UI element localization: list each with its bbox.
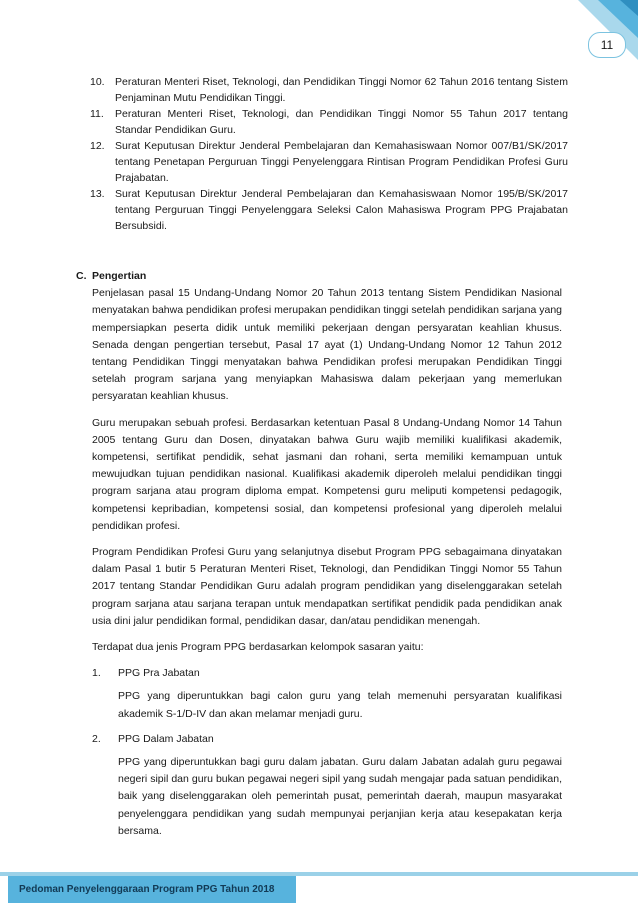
item-number: 2. xyxy=(92,732,101,745)
footer-title: Pedoman Penyelenggaraan Program PPG Tahun 2018 xyxy=(19,884,275,895)
section-body xyxy=(92,285,562,840)
item-number: 10. xyxy=(90,76,105,88)
paragraph: Penjelasan pasal 15 Undang-Undang Nomor 20 Tahun 2013 tentang Sistem Pendidikan Nasional menyatakan bahwa pendidikan profesi merupakan pendidikan tinggi setelah pendidikan sarjana yang mempersiapkan peserta didik untuk memiliki pekerjaan dengan persyaratan keahlian khusus. Senada dengan pengertian tersebut, Pasal 17 ayat (1) Undang-Undang Nomor 12 Tahun 2012 tentang Pendidikan Tinggi menyatakan bahwa Pendidikan profesi merupakan Pendidikan Tinggi setelah program sarjana yang menyiapkan Mahasiswa dalam pekerjaan yang memerlukan persyaratan keahlian khusus. xyxy=(92,287,562,403)
paragraph: Terdapat dua jenis Program PPG berdasarkan kelompok sasaran yaitu: xyxy=(92,641,424,654)
item-number: 1. xyxy=(92,667,101,680)
item-text: Surat Keputusan Direktur Jenderal Pembelajaran dan Kemahasiswaan Nomor 007/B1/SK/2017 tentang Penetapan Perguruan Tinggi Penyelenggara Rintisan Program Pendidikan Profesi Guru Prajabatan. xyxy=(115,140,568,184)
list-item xyxy=(92,731,562,748)
item-number: 13. xyxy=(90,188,105,200)
section-pengertian xyxy=(76,268,562,848)
section-heading xyxy=(76,268,562,285)
section-letter: C. xyxy=(76,270,87,282)
item-title: PPG Dalam Jabatan xyxy=(118,732,214,745)
list-item xyxy=(90,138,568,186)
paragraph: Program Pendidikan Profesi Guru yang selanjutnya disebut Program PPG sebagaimana dinyatakan dalam Pasal 1 butir 5 Peraturan Menteri Riset, Teknologi, dan Pendidikan Tinggi Nomor 55 Tahun 2017 tentang Standar Pendidikan Guru adalah program pendidikan yang diselenggarakan setelah program sarjana atau sarjana terapan untuk mendapatkan sertifikat pendidik pada pendidikan anak usia dini jalur pendidikan formal, pendidikan dasar, dan/atau pendidikan menengah. xyxy=(92,546,562,627)
section-title: Pengertian xyxy=(92,270,147,282)
item-description: PPG yang diperuntukkan bagi calon guru yang telah memenuhi persyaratan kualifikasi akademik S-1/D-IV dan akan melamar menjadi guru. xyxy=(118,690,562,720)
list-item xyxy=(90,186,568,234)
list-item xyxy=(90,74,568,106)
list-item xyxy=(90,106,568,138)
item-text: Peraturan Menteri Riset, Teknologi, dan Pendidikan Tinggi Nomor 62 Tahun 2016 tentang Sistem Penjaminan Mutu Pendidikan Tinggi. xyxy=(115,76,568,104)
list-item xyxy=(92,665,562,682)
item-description: PPG yang diperuntukkan bagi guru dalam jabatan. Guru dalam Jabatan adalah guru pegawai negeri sipil dan guru bukan pegawai negeri sipil yang sudah mengajar pada satuan pendidikan, baik yang diselenggarakan oleh pemerintah pusat, pemerintah daerah, maupun masyarakat penyelenggara pendidikan yang sudah mempunyai perjanjian kerja atau kesepakatan kerja bersama. xyxy=(118,756,562,837)
item-text: Surat Keputusan Direktur Jenderal Pembelajaran dan Kemahasiswaan Nomor 195/B/SK/2017 tentang Perguruan Tinggi Penyelenggara Seleksi Calon Mahasiswa Program PPG Prajabatan Bersubsidi. xyxy=(115,188,568,232)
reference-list xyxy=(90,74,568,234)
paragraph: Guru merupakan sebuah profesi. Berdasarkan ketentuan Pasal 8 Undang-Undang Nomor 14 Tahun 2005 tentang Guru dan Dosen, dinyatakan bahwa Guru wajib memiliki kualifikasi akademik, kompetensi, sertifikat pendidik, sehat jasmani dan rohani, serta memiliki kemampuan untuk mewujudkan tujuan pendidikan nasional. Kualifikasi akademik diperoleh melalui pendidikan tinggi program sarjana atau program diploma empat. Kompetensi guru meliputi kompetensi pedagogik, kompetensi kepribadian, kompetensi sosial, dan kompetensi profesional yang diperoleh melalui pendidikan profesi. xyxy=(92,416,562,532)
item-title: PPG Pra Jabatan xyxy=(118,667,200,680)
page-number: 11 xyxy=(588,32,626,58)
item-text: Peraturan Menteri Riset, Teknologi, dan Pendidikan Tinggi Nomor 55 Tahun 2017 tentang Standar Pendidikan Guru. xyxy=(115,108,568,136)
item-number: 12. xyxy=(90,140,105,152)
item-number: 11. xyxy=(90,108,104,120)
